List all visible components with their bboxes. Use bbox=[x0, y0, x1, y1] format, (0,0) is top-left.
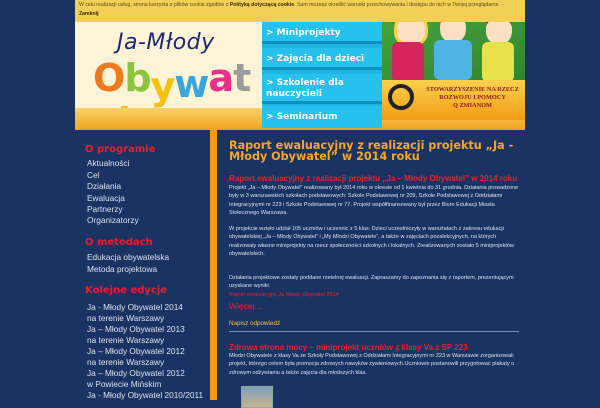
sidebar-section-title: O metodach bbox=[85, 237, 153, 248]
read-more-link[interactable]: Więcej... bbox=[229, 301, 262, 311]
sidebar-link-edition[interactable]: na terenie Warszawy bbox=[87, 357, 165, 367]
orange-divider bbox=[210, 130, 217, 400]
article-paragraph: Młodzi Obywatele z klasy Va ze Szkoły Podstawowej z Oddziałami Integracyjnymi nr 223 w Warszawie zorganizowali projekt, którego celem była promocja zdrowych nawyków żywieniowych.Uczniowie postanowili przygotować plakaty o zdrowym odżywianiu a także zajęcia dla młodszych klas. bbox=[229, 353, 515, 376]
reply-link[interactable]: Napisz odpowiedź bbox=[229, 320, 281, 327]
cookie-close-link[interactable]: Zamknij bbox=[79, 11, 99, 17]
nav-item-zajecia[interactable]: > Zajęcia dla dzieci bbox=[262, 48, 382, 70]
report-link[interactable]: Raport ewaluacyjny Ja Młody Obywatel 2014 bbox=[229, 292, 339, 298]
article-paragraph: Działania projektowe zostały poddane rzetelnej ewaluacji. Zapraszamy do zapoznania się z raportem, prezentującym uzyskane wyniki. bbox=[229, 275, 514, 290]
cookie-banner: W celu realizacji usług, strona korzysta z plików cookie zgodnie z Polityką dotyczącą cookie. Sam możesz określić warunki przechowywania i dostępu do nich w Twojej przeglądarce. - Zamknij bbox=[75, 0, 525, 22]
article-heading[interactable]: Raport ewaluacyjny z realizacji projektu „Ja – Młody Obywatel” w 2014 roku bbox=[229, 174, 518, 183]
sidebar-link-ewaluacja[interactable]: Ewaluacja bbox=[87, 193, 125, 203]
sidebar-link-edition[interactable]: w Powiecie Mińskim bbox=[87, 379, 162, 389]
sidebar-section-title: O programie bbox=[85, 144, 156, 155]
organization-name: STOWARZYSZENIE NA RZECZ ROZWOJU I POMOCY Q ZMIANOM bbox=[426, 86, 519, 109]
sidebar-link-partnerzy[interactable]: Partnerzy bbox=[87, 204, 123, 214]
sidebar-section-title: Kolejne edycje bbox=[85, 285, 168, 296]
sidebar-link-edition[interactable]: Ja – Młody Obywatel 2012 bbox=[87, 346, 185, 356]
article-thumbnail[interactable] bbox=[241, 386, 273, 408]
sidebar-link-aktualnosci[interactable]: Aktualności bbox=[87, 158, 130, 168]
nav-item-szkolenie[interactable]: > Szkolenie dla nauczycieli bbox=[262, 74, 382, 104]
sidebar-link-dzialania[interactable]: Działania bbox=[87, 181, 122, 191]
sidebar-link-edukacja[interactable]: Edukacja obywatelska bbox=[87, 252, 170, 262]
article-heading[interactable]: Zdrowa strona mocy – miniprojekt uczniów z klasy Va z SP 223 bbox=[229, 343, 468, 352]
sidebar-link-cel[interactable]: Cel bbox=[87, 170, 100, 180]
q-logo-icon bbox=[388, 84, 414, 110]
main-nav bbox=[262, 10, 382, 128]
sidebar-link-edition[interactable]: Ja – Młody Obywatel 2012 bbox=[87, 368, 185, 378]
cookie-policy-link[interactable]: Polityką dotyczącą cookie bbox=[229, 2, 295, 8]
nav-item-seminarium[interactable]: > Seminarium bbox=[262, 106, 382, 128]
nav-item-miniprojekty[interactable]: > Miniprojekty bbox=[262, 22, 382, 44]
sidebar-link-metoda[interactable]: Metoda projektowa bbox=[87, 264, 158, 274]
sidebar-link-edition[interactable]: na terenie Warszawy bbox=[87, 335, 165, 345]
sidebar-link-edition[interactable]: Ja - Młody Obywatel 2014 bbox=[87, 302, 183, 312]
logo-line1: Ja-Młody bbox=[117, 30, 215, 55]
divider bbox=[229, 331, 519, 332]
page-title: Raport ewaluacyjny z realizacji projektu „Ja - Młody Obywatel” w 2014 roku bbox=[229, 139, 514, 163]
site-logo[interactable] bbox=[75, 22, 260, 122]
sidebar-link-edition[interactable]: Ja - Młody Obywatel 2010/2011 bbox=[87, 390, 204, 400]
main-content bbox=[217, 130, 525, 400]
logo-line2: Obywat bbox=[93, 56, 251, 108]
article-paragraph: W projekcie wzięło udział 105 uczniów i uczennic z 5 klas. Dzieci uczestniczyły w warsztatach z zakresu edukacji obywatelskiej „Ja – Młody Obywatel” i „My Młodzi Obywatele”, a także w zajęciach pozalekcyjnych, na których realizowały własne miniprojekty na rzecz społeczności szkolnych i lokalnych. Zrealizowanych zostało 5 miniprojektów obywatelskich. bbox=[229, 226, 514, 257]
sidebar bbox=[75, 130, 215, 400]
sidebar-link-edition[interactable]: na terenie Warszawy bbox=[87, 313, 165, 323]
organization-banner bbox=[382, 80, 525, 120]
sidebar-link-organizatorzy[interactable]: Organizatorzy bbox=[87, 215, 139, 225]
article-paragraph: Projekt „Ja – Młody Obywatel” realizowany był 2014 roku w okresie od 1 kwietnia do 31 grudnia. Działania prowadzone były w 3 warszawskich szkołach podstawowych: Szkole Podstawowej nr 209, Szkole Podstawowej z Oddziałami Integracyjnymi nr 223 i Szkole Podstawowej nr 77. Projekt współfinansowany był przez Biuro Edukacji Miasta Stołecznego Warszawa. bbox=[229, 185, 519, 216]
sidebar-link-edition[interactable]: Ja – Młody Obywatel 2013 bbox=[87, 324, 185, 334]
